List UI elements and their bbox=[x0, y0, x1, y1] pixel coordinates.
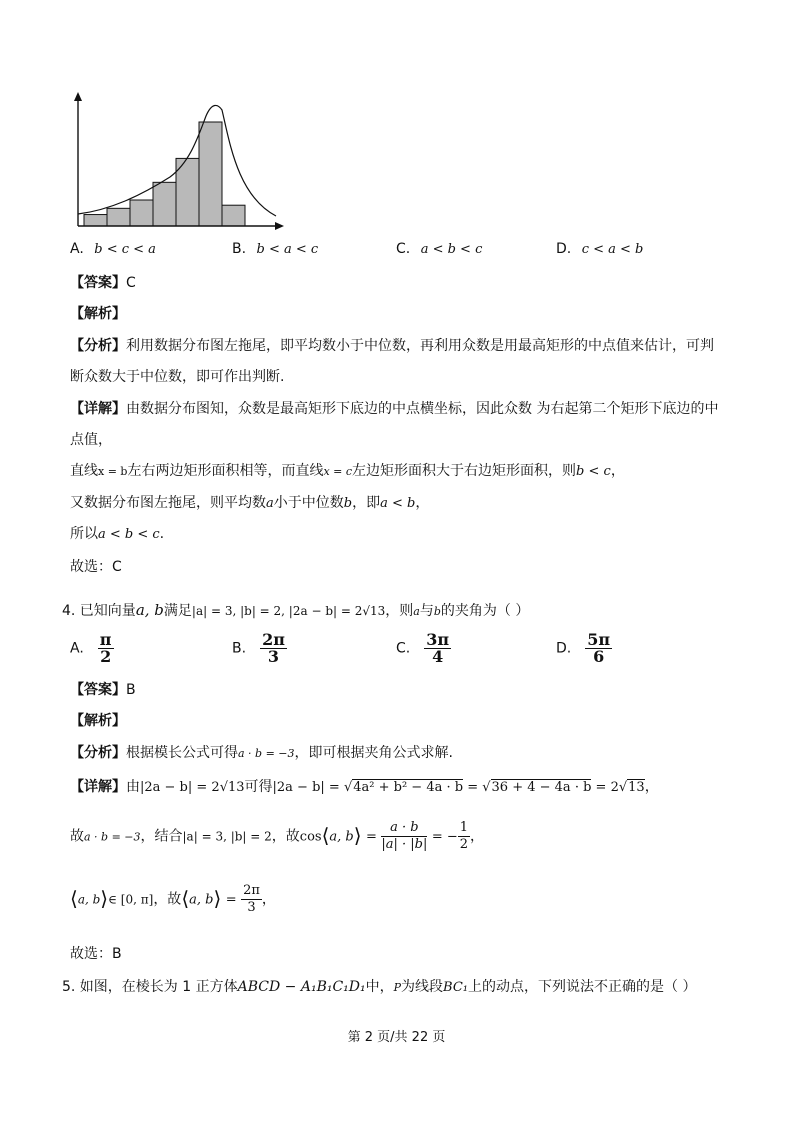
text: 中， bbox=[365, 979, 394, 995]
xiangjie-tag: 【详解】 bbox=[70, 779, 126, 795]
math: ∈ [0, π] bbox=[108, 892, 154, 907]
answer-tag: 【答案】 bbox=[70, 275, 126, 291]
q3-fenxi-line1 bbox=[70, 335, 714, 355]
histogram-bar bbox=[107, 208, 130, 226]
q4-option-b bbox=[232, 632, 287, 665]
math: = bbox=[225, 892, 237, 908]
angle-bracket-left: ⟨ bbox=[181, 886, 190, 911]
sqrt-body: 4a² + b² − 4a · b bbox=[353, 780, 464, 795]
math: BC₁ bbox=[443, 980, 468, 995]
text: ，故 bbox=[153, 891, 182, 908]
math: ABCD − A₁B₁C₁D₁ bbox=[237, 979, 366, 995]
option-letter: A. bbox=[70, 640, 84, 657]
q4-xiangjie-line2 bbox=[70, 820, 484, 853]
text: . bbox=[159, 526, 165, 542]
answer-tag: 【答案】 bbox=[70, 682, 126, 698]
text: ，即 bbox=[352, 495, 381, 511]
angle-fraction bbox=[241, 883, 262, 916]
text: ， bbox=[261, 891, 276, 908]
option-math: c < a < b bbox=[581, 242, 644, 257]
math: P bbox=[393, 981, 402, 994]
math: = 2 bbox=[591, 780, 619, 795]
q4-option-c bbox=[396, 632, 451, 665]
angle-bracket-left: ⟨ bbox=[70, 886, 78, 911]
page-footer: 第 2 页/共 22 页 bbox=[347, 1030, 446, 1045]
numerator: 5π bbox=[587, 630, 611, 649]
y-axis-arrow bbox=[74, 92, 82, 101]
q5-stem bbox=[62, 976, 696, 996]
denominator: 2 bbox=[459, 837, 469, 852]
q3-choose: 故选：C bbox=[70, 559, 122, 575]
q4-choose: 故选：B bbox=[70, 946, 122, 962]
text: 与 bbox=[419, 603, 434, 619]
text: 为线段 bbox=[401, 979, 444, 995]
fenxi-tag: 【分析】 bbox=[70, 338, 126, 354]
text: ， bbox=[610, 463, 625, 479]
angle-bracket-left: ⟨ bbox=[321, 823, 330, 848]
denominator: 2 bbox=[100, 647, 112, 666]
denominator: 3 bbox=[247, 900, 256, 915]
q4-stem bbox=[62, 600, 529, 620]
cos-fraction bbox=[381, 820, 427, 853]
text: 4. 已知向量 bbox=[62, 603, 136, 619]
option-math: a < b < c bbox=[420, 242, 483, 257]
angle-bracket-right: ⟩ bbox=[353, 823, 362, 848]
q3-xiangjie-line4 bbox=[70, 492, 429, 512]
q4-fenxi-line bbox=[70, 742, 453, 762]
math: b < c bbox=[576, 464, 611, 479]
option-letter: C. bbox=[396, 640, 411, 657]
q3-xiangjie-line2: 点值， bbox=[70, 432, 112, 448]
numerator: 1 bbox=[459, 820, 469, 835]
q3-option-b bbox=[232, 241, 318, 257]
numerator: a · b bbox=[381, 820, 427, 837]
numerator: 2π bbox=[243, 883, 260, 898]
math: = − bbox=[431, 829, 458, 845]
math: a, b bbox=[329, 829, 354, 845]
text: 小于中位数 bbox=[273, 495, 344, 511]
sqrt-expr-1: √4a² + b² − 4a · b bbox=[343, 780, 464, 795]
q3-xiangjie-line5 bbox=[70, 523, 164, 543]
math: a, b bbox=[135, 601, 164, 619]
angle-bracket-right: ⟩ bbox=[100, 886, 109, 911]
option-math: b < a < c bbox=[256, 242, 319, 257]
q4-option-a bbox=[70, 632, 114, 665]
text: 满足 bbox=[163, 603, 192, 619]
math: b bbox=[433, 605, 441, 618]
fenxi-tag: 【分析】 bbox=[70, 745, 126, 761]
option-letter: D. bbox=[556, 640, 572, 657]
q3-fenxi-line2: 断众数大于中位数，即可作出判断. bbox=[70, 369, 285, 385]
answer-value: C bbox=[126, 275, 136, 291]
option-fraction bbox=[585, 632, 612, 665]
text: 上的动点，下列说法不正确的是（ ） bbox=[468, 979, 697, 995]
option-math: b < c < a bbox=[94, 242, 156, 257]
numerator: 2π bbox=[262, 630, 285, 649]
q4-option-d bbox=[556, 632, 612, 665]
math: |2a − b| = 2√13 bbox=[140, 780, 245, 795]
text: ， bbox=[470, 828, 485, 845]
q3-xiangjie-line3 bbox=[70, 460, 625, 480]
text: 根据模长公式可得 bbox=[126, 745, 238, 761]
text: 故 bbox=[70, 828, 84, 845]
denominator: |a| · |b| bbox=[381, 837, 428, 852]
math: a · b = −3 bbox=[84, 830, 141, 844]
text: 5. 如图，在棱长为 1 正方体 bbox=[62, 979, 238, 995]
q3-answer-line bbox=[70, 272, 136, 292]
math: x = b bbox=[98, 465, 128, 478]
math: |a| = 3, |b| = 2 bbox=[182, 829, 272, 844]
sqrt-expr-3: √13 bbox=[618, 780, 645, 795]
xiangjie-text: 由数据分布图知，众数是最高矩形下底边的中点横坐标，因此众数 为右起第二个矩形下底边的中 bbox=[126, 401, 719, 417]
text: ，故 bbox=[271, 828, 300, 845]
q3-analysis-tag: 【解析】 bbox=[70, 306, 126, 322]
math: x = c bbox=[323, 465, 353, 478]
denominator: 6 bbox=[593, 647, 605, 666]
cos-label: cos bbox=[299, 829, 322, 845]
text: 左边矩形面积大于右边矩形面积，则 bbox=[352, 463, 577, 479]
sqrt-body: 36 + 4 − 4a · b bbox=[491, 780, 592, 795]
histogram-bar bbox=[199, 122, 222, 226]
x-axis-arrow bbox=[275, 222, 284, 230]
histogram-bar bbox=[84, 215, 107, 226]
text: ， bbox=[415, 495, 430, 511]
math: a, b bbox=[77, 892, 101, 907]
text: ，即可根据夹角公式求解. bbox=[294, 745, 453, 761]
denominator: 4 bbox=[432, 647, 444, 666]
math: a bbox=[266, 496, 274, 511]
option-fraction bbox=[260, 632, 287, 665]
math: a < b < c bbox=[98, 527, 160, 542]
answer-value: B bbox=[126, 682, 136, 698]
math: = bbox=[366, 829, 377, 845]
math: a < b bbox=[380, 496, 416, 511]
q4-xiangjie-line3 bbox=[70, 883, 276, 916]
sqrt-body: 13 bbox=[628, 780, 645, 795]
q4-answer-line bbox=[70, 679, 136, 699]
text: 所以 bbox=[70, 526, 98, 542]
math: a · b = −3 bbox=[238, 747, 295, 760]
math: |2a − b| = bbox=[272, 780, 344, 795]
text: 可得 bbox=[244, 779, 273, 795]
text: 的夹角为（ ） bbox=[440, 603, 530, 619]
numerator: 3π bbox=[426, 630, 450, 649]
option-letter: C. bbox=[396, 241, 411, 257]
text: 左右两边矩形面积相等，而直线 bbox=[127, 463, 324, 479]
text: ， bbox=[644, 779, 659, 795]
text: 又数据分布图左拖尾，则平均数 bbox=[70, 495, 266, 511]
histogram-bar bbox=[130, 200, 153, 226]
denominator: 3 bbox=[267, 647, 280, 666]
math: a bbox=[413, 605, 420, 618]
angle-bracket-right: ⟩ bbox=[213, 886, 222, 911]
numerator: π bbox=[99, 630, 112, 649]
math: a, b bbox=[189, 892, 214, 908]
histogram-bar bbox=[153, 182, 176, 226]
text: 由 bbox=[126, 779, 140, 795]
text: 直线 bbox=[70, 463, 98, 479]
histogram-bar bbox=[222, 205, 245, 226]
option-letter: B. bbox=[232, 640, 247, 657]
xiangjie-tag: 【详解】 bbox=[70, 401, 126, 417]
q3-xiangjie-line1 bbox=[70, 398, 718, 418]
option-letter: A. bbox=[70, 241, 84, 257]
histogram-figure bbox=[70, 92, 290, 232]
option-fraction bbox=[98, 632, 114, 665]
option-letter: D. bbox=[556, 241, 572, 257]
sqrt-expr-2: √36 + 4 − 4a · b bbox=[482, 780, 592, 795]
text: ，结合 bbox=[140, 828, 183, 845]
option-fraction bbox=[424, 632, 451, 665]
q3-option-a bbox=[70, 241, 156, 257]
option-letter: B. bbox=[232, 241, 247, 257]
text: ，则 bbox=[385, 603, 414, 619]
q4-analysis-tag: 【解析】 bbox=[70, 713, 126, 729]
half-fraction bbox=[458, 820, 470, 853]
math: |a| = 3, |b| = 2, |2a − b| = 2√13 bbox=[191, 604, 386, 618]
q4-xiangjie-line1 bbox=[70, 776, 659, 796]
q3-option-d bbox=[556, 241, 643, 257]
math: b bbox=[343, 496, 353, 511]
q3-option-c bbox=[396, 241, 482, 257]
math: = bbox=[463, 780, 483, 795]
fenxi-text: 利用数据分布图左拖尾，即平均数小于中位数，再利用众数是用最高矩形的中点值来估计，可判 bbox=[126, 338, 714, 354]
